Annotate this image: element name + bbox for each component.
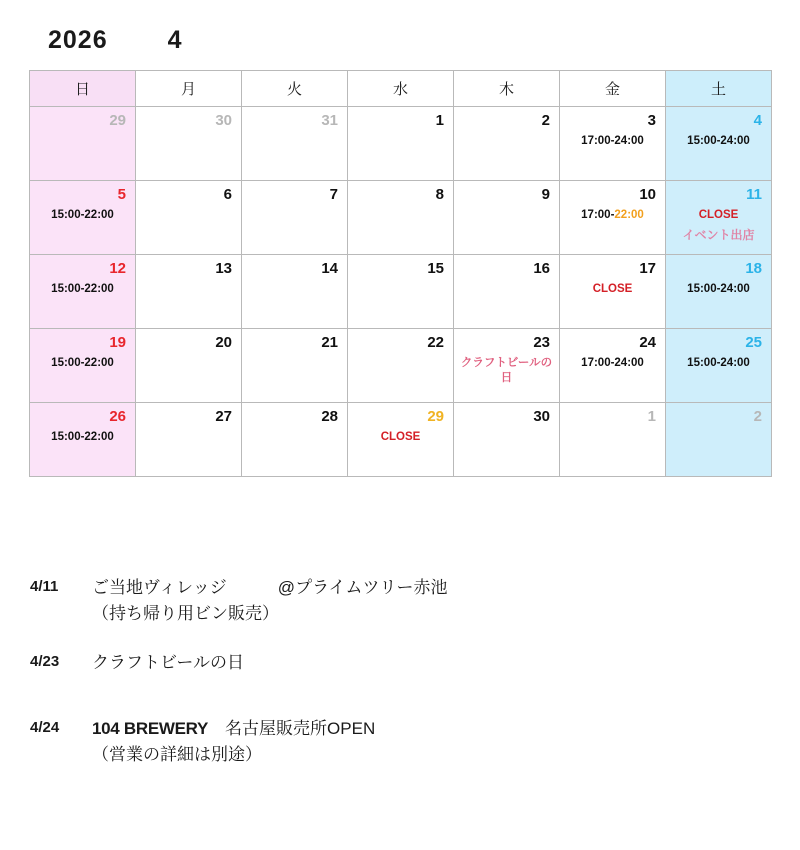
day-note: 15:00-24:00 — [687, 134, 750, 147]
day-number: 18 — [745, 260, 762, 277]
calendar-day-cell[interactable] — [136, 403, 242, 477]
day-note: イベント出店 — [682, 228, 755, 243]
footer-note-body — [92, 650, 244, 676]
day-number: 30 — [215, 112, 232, 129]
day-note: 15:00-22:00 — [51, 282, 114, 295]
calendar-day-cell[interactable] — [348, 181, 454, 255]
day-number: 30 — [533, 408, 550, 425]
day-note: CLOSE — [592, 282, 633, 295]
calendar-day-cell[interactable] — [30, 329, 136, 403]
calendar-day-cell[interactable] — [30, 107, 136, 181]
title-year: 2026 — [48, 26, 108, 54]
day-number: 24 — [639, 334, 656, 351]
day-number: 3 — [647, 112, 656, 129]
day-number: 14 — [321, 260, 338, 277]
day-number: 12 — [109, 260, 126, 277]
day-number: 23 — [533, 334, 550, 351]
calendar-week-row — [30, 403, 772, 477]
day-number: 17 — [639, 260, 656, 277]
calendar-day-cell[interactable] — [348, 107, 454, 181]
day-number: 8 — [435, 186, 444, 203]
footer-note-line1: クラフトビールの日 — [92, 652, 244, 672]
weekday-header-5: 金 — [560, 71, 666, 107]
calendar-day-cell[interactable] — [242, 107, 348, 181]
day-number: 9 — [541, 186, 550, 203]
day-number: 20 — [215, 334, 232, 351]
calendar-day-cell[interactable] — [30, 255, 136, 329]
calendar-body — [30, 107, 772, 477]
day-number: 31 — [321, 112, 338, 129]
day-number: 11 — [746, 186, 762, 203]
footer-note-date: 4/11 — [30, 578, 59, 595]
day-number: 2 — [541, 112, 550, 129]
day-note: 17:00-24:00 — [581, 356, 644, 369]
calendar-day-cell[interactable] — [454, 255, 560, 329]
day-number: 21 — [321, 334, 338, 351]
calendar-day-cell[interactable] — [454, 329, 560, 403]
footer-note-line2: （持ち帰り用ビン販売） — [92, 604, 279, 624]
calendar-day-cell[interactable] — [560, 329, 666, 403]
day-note: 15:00-22:00 — [51, 208, 114, 221]
day-note: 17:00-22:00 — [581, 208, 644, 221]
calendar-day-cell[interactable] — [136, 255, 242, 329]
day-number: 1 — [435, 112, 444, 129]
day-number: 7 — [329, 186, 338, 203]
day-number: 29 — [109, 112, 126, 129]
calendar-day-cell[interactable] — [136, 107, 242, 181]
footer-notes — [0, 575, 800, 791]
day-number: 22 — [427, 334, 444, 351]
brand-name: 104 BREWERY — [92, 719, 209, 739]
weekday-header-6: 土 — [666, 71, 772, 107]
day-note: クラフトビールの日 — [460, 356, 553, 385]
day-number: 19 — [109, 334, 126, 351]
day-note: 15:00-24:00 — [687, 282, 750, 295]
calendar-day-cell[interactable] — [666, 255, 772, 329]
footer-note-line1 — [92, 716, 375, 742]
calendar-day-cell[interactable] — [242, 403, 348, 477]
calendar-day-cell[interactable] — [666, 107, 772, 181]
day-note: 15:00-22:00 — [51, 430, 114, 443]
calendar-day-cell[interactable] — [454, 403, 560, 477]
day-number: 6 — [223, 186, 232, 203]
title-month: 4 — [167, 26, 183, 54]
calendar-day-cell[interactable] — [454, 107, 560, 181]
day-note: CLOSE — [380, 430, 421, 443]
day-number: 27 — [215, 408, 232, 425]
day-number: 26 — [109, 408, 126, 425]
calendar-day-cell[interactable] — [242, 255, 348, 329]
day-number: 29 — [427, 408, 444, 425]
calendar-day-cell[interactable] — [30, 403, 136, 477]
calendar-day-cell[interactable] — [666, 329, 772, 403]
calendar-day-cell[interactable] — [666, 181, 772, 255]
footer-note-date: 4/23 — [30, 652, 60, 670]
calendar-week-row — [30, 255, 772, 329]
page-title — [48, 26, 183, 55]
footer-note-date: 4/24 — [30, 719, 60, 737]
day-number: 16 — [533, 260, 550, 277]
footer-note-body — [92, 575, 448, 628]
calendar-day-cell[interactable] — [348, 255, 454, 329]
day-number: 15 — [427, 260, 444, 277]
calendar-day-cell[interactable] — [666, 403, 772, 477]
footer-note — [0, 650, 800, 676]
footer-note-body — [92, 716, 375, 769]
day-number: 28 — [321, 408, 338, 425]
weekday-header-2: 火 — [242, 71, 348, 107]
day-number: 4 — [753, 112, 762, 129]
day-number: 2 — [753, 408, 762, 425]
calendar-day-cell[interactable] — [242, 329, 348, 403]
weekday-header-1: 月 — [136, 71, 242, 107]
day-number: 10 — [639, 186, 656, 203]
weekday-header-4: 木 — [454, 71, 560, 107]
calendar-day-cell[interactable] — [242, 181, 348, 255]
day-number: 25 — [745, 334, 762, 351]
day-number: 13 — [215, 260, 232, 277]
calendar-day-cell[interactable] — [560, 181, 666, 255]
calendar-day-cell[interactable] — [136, 181, 242, 255]
day-number: 5 — [117, 186, 126, 203]
weekday-header-0: 日 — [30, 71, 136, 107]
footer-note-line2: （営業の詳細は別途） — [92, 745, 262, 765]
calendar-week-row — [30, 181, 772, 255]
day-note: CLOSE — [698, 208, 739, 221]
day-note: 17:00-24:00 — [581, 134, 644, 147]
calendar-week-row — [30, 107, 772, 181]
calendar-day-cell[interactable] — [30, 181, 136, 255]
calendar-day-cell[interactable] — [136, 329, 242, 403]
calendar-day-cell[interactable] — [348, 403, 454, 477]
calendar-day-cell[interactable] — [348, 329, 454, 403]
footer-note — [0, 575, 800, 628]
day-number: 1 — [647, 408, 656, 425]
footer-note-line1-rest: 名古屋販売所OPEN — [208, 719, 376, 739]
day-note: 15:00-22:00 — [51, 356, 114, 369]
weekday-header-row — [30, 71, 772, 107]
weekday-header-3: 水 — [348, 71, 454, 107]
calendar-day-cell[interactable] — [560, 107, 666, 181]
calendar-day-cell[interactable] — [560, 403, 666, 477]
month-calendar — [29, 70, 772, 477]
calendar-day-cell[interactable] — [454, 181, 560, 255]
footer-note — [0, 716, 800, 769]
day-note: 15:00-24:00 — [687, 356, 750, 369]
calendar-day-cell[interactable] — [560, 255, 666, 329]
calendar-week-row — [30, 329, 772, 403]
footer-note-line1: ご当地ヴィレッジ @プライムツリー赤池 — [92, 578, 448, 597]
